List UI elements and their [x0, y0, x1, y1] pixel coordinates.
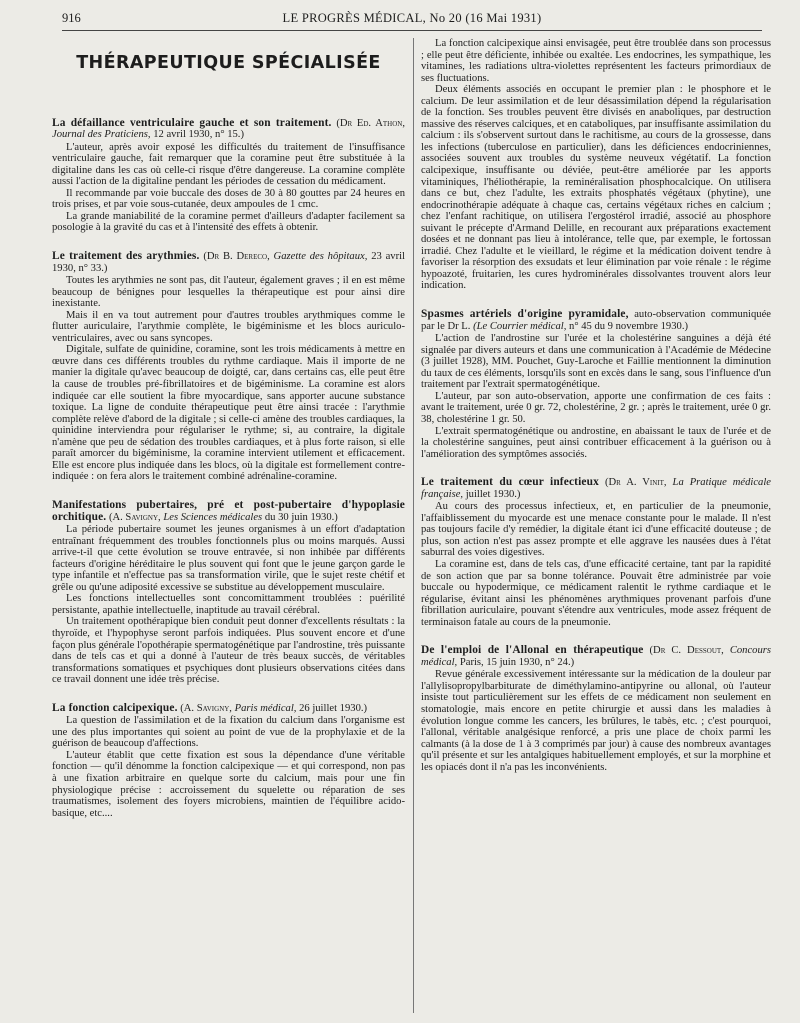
paragraph: L'action de l'androstine sur l'urée et la cholestérine sanguines a déjà été signalée par divers auteurs et dans une communication à l'Académie de Médecine (3 juillet 1928), MM. Pouchet, Guy-Laroche et Faillie mentionnent la diminution du taux de ces éléments, lorsqu'ils sont en excès dans le sang, sous l'influence d'un traitement par l'extrait spermatogénétique.: [421, 333, 771, 391]
article-source: Gazette des hôpitaux,: [273, 251, 368, 263]
article-title: Le traitement du cœur infectieux: [421, 476, 599, 489]
journal-title: LE PROGRÈS MÉDICAL, No 20 (16 Mai 1931): [282, 11, 542, 25]
article-date: 23 avril 1930, n° 33.): [52, 251, 405, 274]
article-arythmies: [52, 251, 405, 483]
article-heading: [421, 309, 771, 332]
article-source: Les Sciences médicales: [163, 511, 263, 523]
article-heading: [52, 703, 405, 715]
article-defaillance: [52, 118, 405, 234]
article-date: 26 juillet 1930.): [299, 702, 368, 714]
article-title: Le traitement des arythmies.: [52, 250, 200, 263]
article-source: Concours médical,: [421, 645, 771, 668]
right-column: [421, 38, 771, 1015]
article-title: Spasmes artériels d'origine pyramidale,: [421, 308, 629, 321]
article-hypoplasie: [52, 500, 405, 686]
article-author: (Dr C. Dessout,: [649, 645, 724, 657]
article-title: La défaillance ventriculaire gauche et son traitement.: [52, 116, 332, 129]
paragraph: L'extrait spermatogénétique ou androstine, en abaissant le taux de l'urée et de la cholestérine sanguines, peut ainsi contribuer efficacement à la guérison ou à l'amélioration des symptômes associés.: [421, 425, 771, 460]
article-spasmes: [421, 309, 771, 460]
paragraph: Digitale, sulfate de quinidine, coramine, sont les trois médicaments à mettre en œuvre dans ces différents troubles du rythme cardiaque. Mais il importe de ne manier la digitale qu'avec beaucoup de doigté, car, dans certains cas, elle peut être la cause de troubles pré-fibrillatoires et de bigéminisme. La coramine est alors indiquée car elle soutient la fibre myocardique, sans apporter aucune substance toxique. La ligne de conduite thérapeutique peut être ainsi tracée : l'arythmie complète relève d'abord de la digitale ; si celle-ci amène des troubles cardiaques, la quinidine interviendra pour régulariser le rythme; si, au contraire, la digitale n'amène que peu de sédation des troubles cardiaques, et à plus forte raison, si elle paraît amorcer du bigéminisme, la coramine intervient utilement et efficacement. Elle est encore plus indiquée dans les blocs, où la digitale est formellement contre-indiquée : on fera alors le traitement combiné adrénaline-coramine.: [52, 344, 405, 483]
running-header: [62, 8, 762, 28]
article-source: Journal des Praticiens,: [52, 129, 151, 141]
article-author: (A. Savigny,: [108, 511, 161, 523]
paragraph: La question de l'assimilation et de la fixation du calcium dans l'organisme est une des plus importantes qui soient au point de vue de la prophylaxie et de la guérison de beaucoup d'affections.: [52, 715, 405, 750]
article-author: (Dr B. Dereco,: [203, 251, 270, 263]
paragraph: Les fonctions intellectuelles sont concomittamment troublées : puérilité persistante, apathie intellectuelle, inaptitude au travail cérébral.: [52, 593, 405, 616]
paragraph: La période pubertaire soumet les jeunes organismes à un effort d'adaptation entraînant fréquemment des troubles fonctionnels plus ou moins marqués. Aussi arrive-t-il que cette évolution se trouve entravée, si non inhibée par différents facteurs d'origine héréditaire le plus souvent qui font que le jeune garçon garde le type infantile et n'effectue pas sa transformation virile, que le sujet reste chétif et grêle ou qu'une adiposité excessive se substitue au développement musculaire.: [52, 524, 405, 593]
column-divider: [413, 38, 414, 1013]
paragraph: La coramine est, dans de tels cas, d'une efficacité certaine, tant par la rapidité de son action que par sa bonne tolérance. Pouvait être administrée par voie buccale ou hypodermique, ce médicament ralentit le rythme cardiaque et le régularise, évitant ainsi les phénomènes arythmiques provenant parfois d'une fibrillation auriculaire, pouvant s'étendre aux ventricules, mode assez fréquent de terminaison fatale au cours de la pneumonie.: [421, 558, 771, 628]
left-column: [52, 38, 405, 1015]
article-coeur-infectieux: [421, 477, 771, 628]
paragraph: Un traitement opothérapique bien conduit peut donner d'excellents résultats : la thyroïde, et l'hypophyse seront parfois indiquées. Plus souvent encore et d'une façon plus générale l'opothérapie spermatogénétique par l'androstine, très puissante dans de tels cas et qui a donné à l'auteur de très beaux succès, de véritables transformations somatiques et psychiques dont plusieurs observations citées dans ce travail donnent une idée très précise.: [52, 616, 405, 686]
article-calcipexique-continued: [421, 38, 771, 292]
article-date: n° 45 du 9 novembre 1930.): [569, 320, 688, 332]
paragraph: L'auteur, par son auto-observation, apporte une confirmation de ces faits : avant le traitement, urée 0 gr. 72, cholestérine, 2 gr. ; après le traitement, urée 0 gr. 38, cholestérine 1 gr. 50.: [421, 390, 771, 425]
paragraph: Mais il en va tout autrement pour d'autres troubles arythmiques comme le flutter auriculaire, l'arythmie complète, le bigéminisme et les blocs auriculo-ventriculaires, avec ou sans syncopes.: [52, 309, 405, 344]
article-date: du 30 juin 1930.): [264, 511, 338, 523]
paragraph: Il recommande par voie buccale des doses de 30 à 80 gouttes par 24 heures en trois prises, et par voie sous-cutanée, deux ampoules de 1 cmc.: [52, 187, 405, 211]
article-heading: [52, 500, 405, 523]
paragraph: L'auteur établit que cette fixation est sous la dépendance d'une véritable fonction — qu'il dénomme la fonction calcipexique — et qui correspond, non pas à une fixation arbitraire en quelque sorte du calcium, mais pour une fin physiologique précise : accroissement du squelette ou réparation de ses traumatismes, isolement des foyers microbiens, maintien de l'équilibre acido-basique, etc....: [52, 749, 405, 819]
article-source: (Le Courrier médical,: [473, 320, 567, 332]
paragraph: Toutes les arythmies ne sont pas, dit l'auteur, également graves ; il en est même beaucoup de bénignes pour lesquelles la thérapeutique est pour ainsi dire inexistante.: [52, 275, 405, 310]
article-calcipexique: [52, 703, 405, 819]
paragraph: Au cours des processus infectieux, et, en particulier de la pneumonie, l'affaiblissement du myocarde est une menace constante pour le malade. Il n'est pas toujours facile d'y remédier, la digitale étant ici d'une efficacité douteuse ; de plus, son action n'est pas assez prompte et elle aggrave les nausées dues à l'état saburral des voies digestives.: [421, 501, 771, 559]
article-date: Paris, 15 juin 1930, n° 24.): [459, 656, 575, 668]
article-heading: [421, 477, 771, 500]
article-heading: [52, 251, 405, 274]
header-rule: [62, 30, 762, 31]
paragraph: Revue générale excessivement intéressante sur la médication de la douleur par l'allylisopropylbarbiturate de diméthylamino-antipyrine ou allonal, où l'auteur insiste tout particulièrement sur les effets de ce médicament non seulement en stomatologie, mais encore en petite chirurgie et aussi dans les maladies à évolution longue comme les cancers, les brûlures, le tabès, etc. ; c'est pourquoi, l'allonal, véritable analgésique renforcé, a pris une place de choix parmi les calmants (à la dose de 1 à 3 comprimés par jour) à cause des nombreux avantages qu'il présente et sur les antalgiques habituellement employés, et sur la morphine et les opiacés dont il n'a pas les inconvénients.: [421, 669, 771, 773]
article-author: (Dr A. Vinit,: [604, 477, 667, 489]
article-source: La Pratique médicale française,: [421, 477, 771, 500]
paragraph: La grande maniabilité de la coramine permet d'ailleurs d'adapter facilement sa posologie à la gravité du cas et à l'intensité des effets à obtenir.: [52, 210, 405, 234]
paragraph: La fonction calcipexique ainsi envisagée, peut être troublée dans son processus ; elle peut être déficiente, inhibée ou exaltée. Les endocrines, les sympathique, les vitamines, les radiations ultra-violettes représentent les facteurs primordiaux de ses fluctuations.: [421, 38, 771, 84]
section-title: THÉRAPEUTIQUE SPÉCIALISÉE: [76, 53, 381, 73]
article-date: 12 avril 1930, n° 15.): [153, 129, 244, 141]
paragraph: L'auteur, après avoir exposé les difficultés du traitement de l'insuffisance ventriculaire gauche, fait remarquer que la coramine peut être substituée à la digitaline dans les cas où celle-ci risque d'être dangereuse. La coramine complète aussi l'action de la digitaline pendant les périodes de cessation du médicament.: [52, 141, 405, 188]
article-title: De l'emploi de l'Allonal en thérapeutique: [421, 644, 644, 657]
article-date: juillet 1930.): [465, 488, 521, 500]
article-heading: [52, 118, 405, 141]
paragraph: Deux éléments associés en occupant le premier plan : le phosphore et le calcium. De leur assimilation et de leur désassimilation dépend la régularisation de la fonction. Ses troubles peuvent être divisés en anaboliques, par destruction massive des réserves calciques, et en cataboliques, par insuffisante assimilation du calcium : ils s'observent surtout dans le rachitisme, au cours de la grossesse, dans les infections (tuberculose en particulier), dans les déficiences endocriniennes, associées souvent aux troubles du système neuveux végétatif. La fonction calcipexique, insuffisante ou déviée, peut-être améliorée par les apports vitaminiques, l'héliothérapie, la reminéralisation phosphocalcique. On utilisera dans ce but, chez l'adulte, les extraits phosphatés végétaux (phytine), une endocrinothérapie adéquate à chaque cas, certains végétaux riches en calcium ; chez l'enfant rachitique, on utilisera l'ergostérol irradié, associé au phosphore suivant le précepte d'Armand Delille, en recourant aux préparations exactement dosées et ne donnant pas lieu à intolérance, telle que, par exemple, le fortossan irradié. Chez l'adulte et le vieillard, le régime et la médication doivent tendre à favoriser la résorption des exsudats et leur élimination par voie rénale : le régime hypoazoté, fruitarien, les cures hydrominérales dissolvantes trouvent alors leur indication.: [421, 84, 771, 292]
article-allonal: [421, 645, 771, 773]
article-author: (A. Savigny,: [180, 702, 232, 714]
article-title: La fonction calcipexique.: [52, 701, 178, 714]
article-heading: [421, 645, 771, 668]
article-source: Paris médical,: [234, 702, 297, 714]
article-author: (Dr Ed. Athon,: [336, 117, 405, 129]
article-title: Manifestations pubertaires, pré et post-pubertaire d'hypoplasie orchitique.: [52, 498, 405, 523]
article-author: auto-observation communiquée par le Dr L.: [421, 309, 771, 332]
page-number: 916: [62, 11, 81, 25]
